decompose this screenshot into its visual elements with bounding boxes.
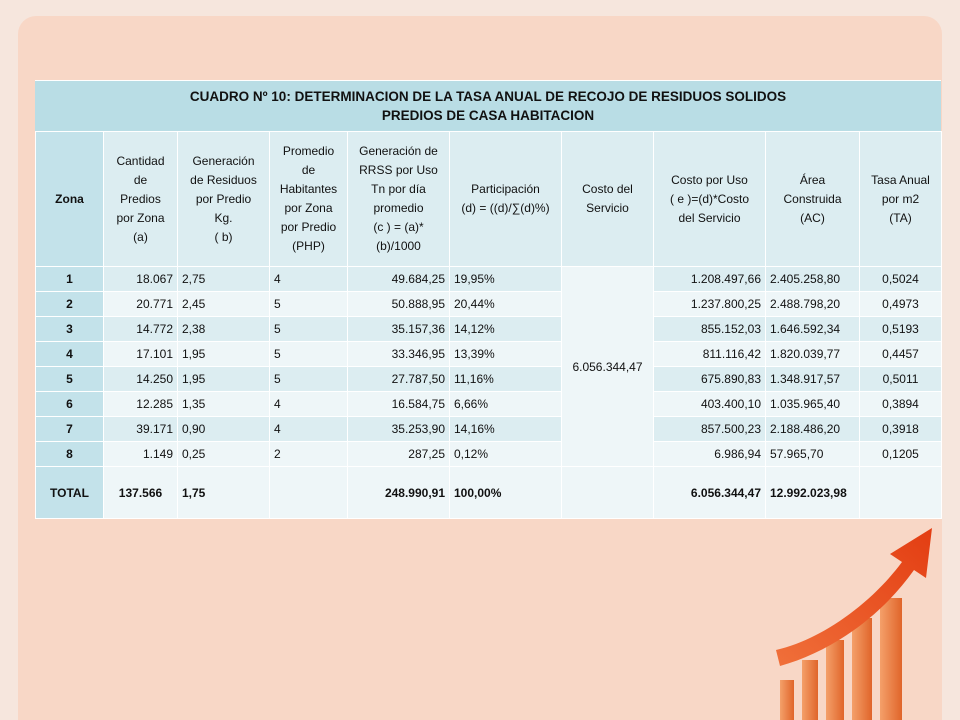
total-generacion: 1,75 (178, 467, 270, 519)
total-costo-uso: 6.056.344,47 (654, 467, 766, 519)
cell-area: 1.646.592,34 (766, 317, 860, 342)
cell-php: 5 (270, 367, 348, 392)
header-rrss: Generación de RRSS por Uso Tn por día promedio (c ) = (a)* (b)/1000 (348, 132, 450, 267)
table-title-line1: CUADRO Nº 10: DETERMINACION DE LA TASA ANUAL DE RECOJO DE RESIDUOS SOLIDOS (189, 89, 787, 104)
bar-2 (802, 660, 818, 720)
cell-area: 1.035.965,40 (766, 392, 860, 417)
cell-costo-uso: 675.890,83 (654, 367, 766, 392)
cell-php: 2 (270, 442, 348, 467)
cell-area: 1.348.917,57 (766, 367, 860, 392)
total-rrss: 248.990,91 (348, 467, 450, 519)
cell-participacion: 11,16% (450, 367, 562, 392)
total-row (36, 467, 942, 519)
cell-area: 1.820.039,77 (766, 342, 860, 367)
cell-costo-uso: 403.400,10 (654, 392, 766, 417)
table-row (36, 292, 942, 317)
cell-costo-uso: 1.208.497,66 (654, 267, 766, 292)
cell-generacion: 1,95 (178, 367, 270, 392)
table-row (36, 267, 942, 292)
cell-generacion: 0,25 (178, 442, 270, 467)
cell-php: 5 (270, 342, 348, 367)
cell-generacion: 2,75 (178, 267, 270, 292)
table-title-line2: PREDIOS DE CASA HABITACION (381, 108, 595, 123)
cell-php: 4 (270, 267, 348, 292)
cell-generacion: 2,45 (178, 292, 270, 317)
cell-costo-servicio: 6.056.344,47 (562, 267, 654, 467)
cell-tasa: 0,4457 (860, 342, 942, 367)
rising-bar-chart-arrow-icon (770, 520, 950, 720)
cell-generacion: 2,38 (178, 317, 270, 342)
cell-generacion: 0,90 (178, 417, 270, 442)
table-title (35, 80, 941, 131)
total-participacion: 100,00% (450, 467, 562, 519)
cell-cantidad: 18.067 (104, 267, 178, 292)
cell-zona: 2 (36, 292, 104, 317)
cell-zona: 7 (36, 417, 104, 442)
cell-tasa: 0,4973 (860, 292, 942, 317)
cell-cantidad: 39.171 (104, 417, 178, 442)
cell-rrss: 33.346,95 (348, 342, 450, 367)
cell-rrss: 35.157,36 (348, 317, 450, 342)
bar-3 (826, 640, 844, 720)
cell-costo-uso: 857.500,23 (654, 417, 766, 442)
header-costo-uso: Costo por Uso ( e )=(d)*Costo del Servicio (654, 132, 766, 267)
header-area: Área Construida (AC) (766, 132, 860, 267)
cell-area: 57.965,70 (766, 442, 860, 467)
cell-rrss: 49.684,25 (348, 267, 450, 292)
cell-tasa: 0,5193 (860, 317, 942, 342)
cell-tasa: 0,5011 (860, 367, 942, 392)
header-tasa: Tasa Anual por m2 (TA) (860, 132, 942, 267)
table-row (36, 417, 942, 442)
cell-participacion: 13,39% (450, 342, 562, 367)
bar-4 (852, 618, 872, 720)
cell-tasa: 0,3918 (860, 417, 942, 442)
total-cantidad: 137.566 (104, 467, 178, 519)
cell-area: 2.188.486,20 (766, 417, 860, 442)
header-php: Promedio de Habitantes por Zona por Predio (PHP) (270, 132, 348, 267)
total-tasa-empty (860, 467, 942, 519)
table-row (36, 342, 942, 367)
total-area: 12.992.023,98 (766, 467, 860, 519)
header-generacion: Generación de Residuos por Predio Kg. ( b) (178, 132, 270, 267)
bar-5 (880, 598, 902, 720)
header-row (36, 132, 942, 267)
cell-participacion: 0,12% (450, 442, 562, 467)
header-participacion: Participación (d) = ((d)/∑(d)%) (450, 132, 562, 267)
cell-participacion: 14,12% (450, 317, 562, 342)
cell-area: 2.405.258,80 (766, 267, 860, 292)
cell-zona: 6 (36, 392, 104, 417)
cell-cantidad: 1.149 (104, 442, 178, 467)
cell-zona: 1 (36, 267, 104, 292)
cell-tasa: 0,1205 (860, 442, 942, 467)
cell-participacion: 20,44% (450, 292, 562, 317)
cell-costo-uso: 811.116,42 (654, 342, 766, 367)
cell-tasa: 0,3894 (860, 392, 942, 417)
cell-cantidad: 20.771 (104, 292, 178, 317)
cell-zona: 4 (36, 342, 104, 367)
cell-costo-uso: 6.986,94 (654, 442, 766, 467)
total-php-empty (270, 467, 348, 519)
tasa-table (35, 131, 942, 519)
cell-zona: 3 (36, 317, 104, 342)
cell-zona: 8 (36, 442, 104, 467)
cell-generacion: 1,95 (178, 342, 270, 367)
table-row (36, 367, 942, 392)
cell-rrss: 50.888,95 (348, 292, 450, 317)
table-row (36, 442, 942, 467)
cell-costo-uso: 855.152,03 (654, 317, 766, 342)
cell-participacion: 14,16% (450, 417, 562, 442)
header-zona: Zona (36, 132, 104, 267)
cell-rrss: 27.787,50 (348, 367, 450, 392)
total-label: TOTAL (36, 467, 104, 519)
cell-zona: 5 (36, 367, 104, 392)
cell-php: 5 (270, 317, 348, 342)
header-costo-servicio: Costo del Servicio (562, 132, 654, 267)
cell-cantidad: 17.101 (104, 342, 178, 367)
bar-1 (780, 680, 794, 720)
cell-participacion: 19,95% (450, 267, 562, 292)
cell-php: 4 (270, 392, 348, 417)
cell-cantidad: 14.250 (104, 367, 178, 392)
cell-cantidad: 12.285 (104, 392, 178, 417)
cell-php: 5 (270, 292, 348, 317)
cell-costo-uso: 1.237.800,25 (654, 292, 766, 317)
cell-rrss: 287,25 (348, 442, 450, 467)
cell-tasa: 0,5024 (860, 267, 942, 292)
cell-cantidad: 14.772 (104, 317, 178, 342)
cell-generacion: 1,35 (178, 392, 270, 417)
total-costo-servicio-empty (562, 467, 654, 519)
cell-rrss: 16.584,75 (348, 392, 450, 417)
cell-participacion: 6,66% (450, 392, 562, 417)
cell-php: 4 (270, 417, 348, 442)
table-row (36, 317, 942, 342)
cell-area: 2.488.798,20 (766, 292, 860, 317)
cell-rrss: 35.253,90 (348, 417, 450, 442)
table-row (36, 392, 942, 417)
header-cantidad: Cantidad de Predios por Zona (a) (104, 132, 178, 267)
